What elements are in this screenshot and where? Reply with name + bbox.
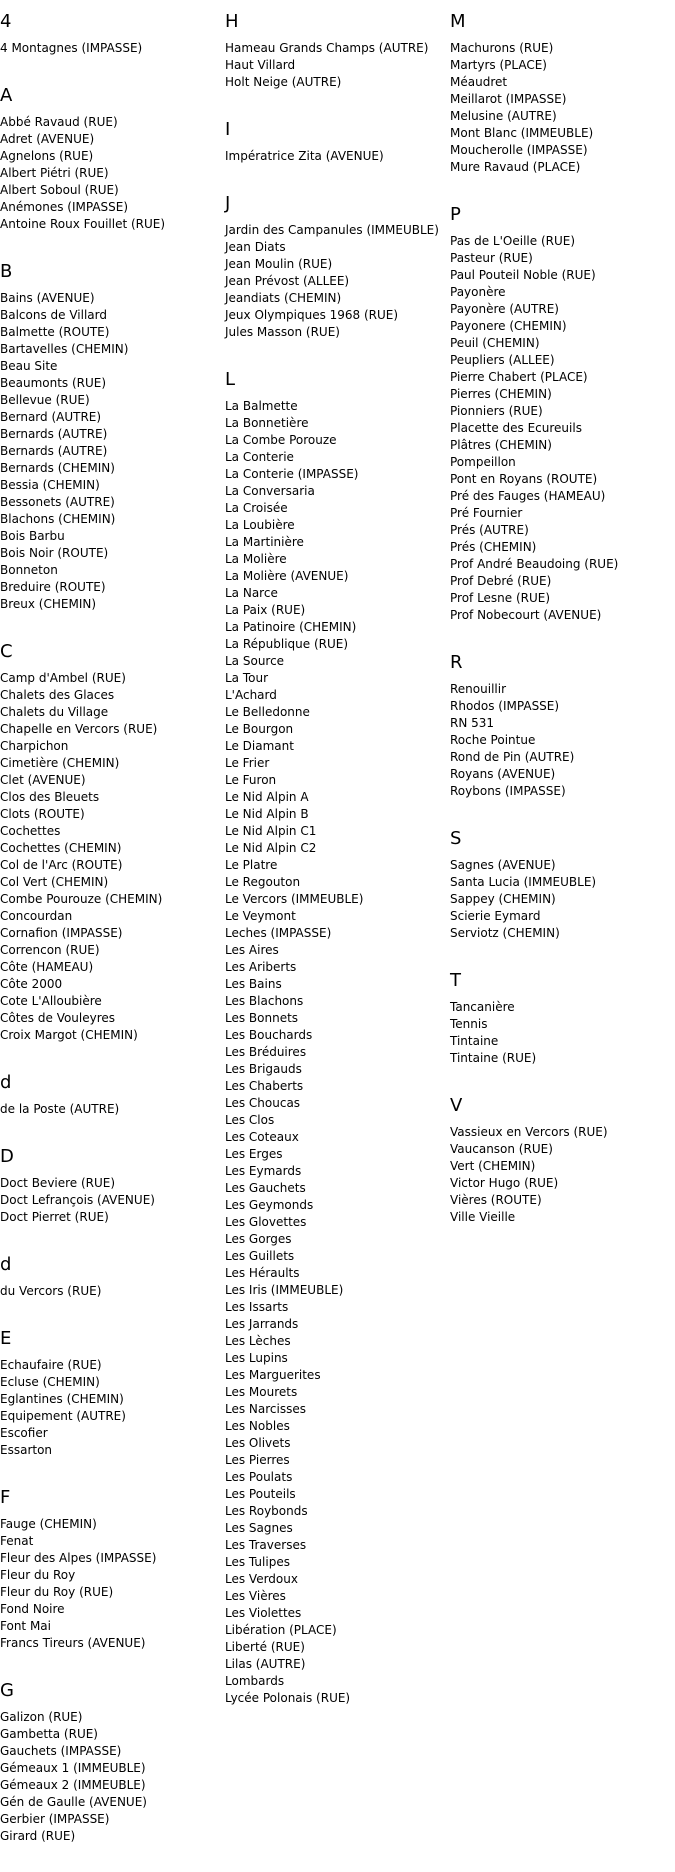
group-letter-heading: B [0, 261, 13, 282]
street-item: La Conversaria [225, 484, 315, 498]
street-item: Le Nid Alpin B [225, 807, 309, 821]
street-item: Les Lèches [225, 1334, 291, 1348]
street-item: La Source [225, 654, 285, 668]
letter-group [0, 1486, 222, 1652]
street-item: Haut Villard [225, 58, 296, 72]
street-item: Cimetière (CHEMIN) [0, 756, 120, 770]
street-item: Concourdan [0, 909, 73, 923]
street-item: Bernards (AUTRE) [0, 444, 108, 458]
letter-group [0, 10, 222, 57]
street-item: La Conterie (IMPASSE) [225, 467, 359, 481]
street-item: Serviotz (CHEMIN) [450, 926, 560, 940]
street-list [450, 233, 672, 624]
street-item: Les Gauchets [225, 1181, 306, 1195]
street-item: Martyrs (PLACE) [450, 58, 547, 72]
street-item: Les Marguerites [225, 1368, 321, 1382]
street-item: Placette des Ecureuils [450, 421, 582, 435]
street-item: Les Eymards [225, 1164, 302, 1178]
street-item: Payonère (AUTRE) [450, 302, 559, 316]
street-item: Gén de Gaulle (AVENUE) [0, 1795, 147, 1809]
street-item: Lilas (AUTRE) [225, 1657, 306, 1671]
group-letter-heading: G [0, 1680, 14, 1701]
street-item: Royans (AVENUE) [450, 767, 556, 781]
letter-group [0, 1253, 222, 1300]
street-item: Les Tulipes [225, 1555, 290, 1569]
street-item: Jardin des Campanules (IMMEUBLE) [225, 223, 439, 237]
street-item: Bernard (AUTRE) [0, 410, 102, 424]
street-list [225, 398, 447, 1707]
street-item: Lycée Polonais (RUE) [225, 1691, 351, 1705]
letter-group [225, 118, 447, 165]
street-item: Tintaine (RUE) [450, 1051, 537, 1065]
street-item: Le Platre [225, 858, 278, 872]
street-item: La Conterie [225, 450, 294, 464]
street-list [450, 1124, 672, 1226]
street-item: Renouillir [450, 682, 507, 696]
street-item: Beau Site [0, 359, 58, 373]
street-item: RN 531 [450, 716, 495, 730]
letter-group [450, 827, 672, 942]
street-item: Les Poulats [225, 1470, 293, 1484]
street-item: Holt Neige (AUTRE) [225, 75, 342, 89]
street-item: Les Roybonds [225, 1504, 308, 1518]
street-list [450, 40, 672, 176]
group-letter-heading: T [450, 970, 461, 991]
street-item: Rond de Pin (AUTRE) [450, 750, 575, 764]
street-item: Bois Noir (ROUTE) [0, 546, 109, 560]
street-item: Breduire (ROUTE) [0, 580, 106, 594]
street-item: Le Frier [225, 756, 270, 770]
street-list [225, 222, 447, 341]
street-item: Impératrice Zita (AVENUE) [225, 149, 384, 163]
street-item: du Vercors (RUE) [0, 1284, 102, 1298]
street-item: Fenat [0, 1534, 34, 1548]
street-item: Pont en Royans (ROUTE) [450, 472, 598, 486]
group-letter-heading: I [225, 119, 231, 140]
street-item: La Martinière [225, 535, 304, 549]
street-item: La Loubière [225, 518, 295, 532]
street-item: Paul Pouteil Noble (RUE) [450, 268, 596, 282]
street-item: Pompeillon [450, 455, 516, 469]
group-letter-heading: S [450, 828, 462, 849]
street-item: Combe Pourouze (CHEMIN) [0, 892, 163, 906]
street-column-3 [450, 10, 672, 1253]
letter-group [450, 203, 672, 624]
street-list [0, 1101, 222, 1118]
street-item: Côtes de Vouleyres [0, 1011, 116, 1025]
street-item: Rhodos (IMPASSE) [450, 699, 560, 713]
group-letter-heading: R [450, 652, 463, 673]
street-item: Les Guillets [225, 1249, 295, 1263]
street-item: Pasteur (RUE) [450, 251, 533, 265]
letter-group [450, 969, 672, 1067]
street-item: La Molière (AVENUE) [225, 569, 349, 583]
street-item: Le Nid Alpin A [225, 790, 309, 804]
street-item: Les Bouchards [225, 1028, 313, 1042]
street-item: Les Aires [225, 943, 279, 957]
letter-group [0, 1071, 222, 1118]
street-item: Fond Noire [0, 1602, 65, 1616]
letter-group [0, 84, 222, 233]
street-item: Albert Piétri (RUE) [0, 166, 109, 180]
street-item: Payonère [450, 285, 506, 299]
street-item: Payonere (CHEMIN) [450, 319, 567, 333]
street-item: Jean Prévost (ALLEE) [225, 274, 350, 288]
street-item: Doct Lefrançois (AVENUE) [0, 1193, 155, 1207]
street-item: Tintaine [450, 1034, 499, 1048]
street-item: Les Clos [225, 1113, 275, 1127]
group-letter-heading: D [0, 1146, 14, 1167]
street-item: Jeux Olympiques 1968 (RUE) [225, 308, 399, 322]
street-item: Les Olivets [225, 1436, 291, 1450]
street-item: La Bonnetière [225, 416, 309, 430]
street-item: Prés (CHEMIN) [450, 540, 537, 554]
street-item: Le Vercors (IMMEUBLE) [225, 892, 364, 906]
street-item: Cote L'Alloubière [0, 994, 102, 1008]
street-item: Chalets des Glaces [0, 688, 115, 702]
street-item: de la Poste (AUTRE) [0, 1102, 120, 1116]
street-item: Girard (RUE) [0, 1829, 76, 1843]
letter-group [225, 368, 447, 1707]
street-item: Croix Margot (CHEMIN) [0, 1028, 138, 1042]
street-item: Les Narcisses [225, 1402, 306, 1416]
group-letter-heading: d [0, 1072, 12, 1093]
letter-group [225, 10, 447, 91]
street-item: Bernards (CHEMIN) [0, 461, 115, 475]
street-item: Les Chaberts [225, 1079, 304, 1093]
street-item: Les Erges [225, 1147, 283, 1161]
street-item: Col Vert (CHEMIN) [0, 875, 109, 889]
street-item: Adret (AVENUE) [0, 132, 95, 146]
street-item: Vières (ROUTE) [450, 1193, 542, 1207]
street-list [0, 114, 222, 233]
street-item: Le Nid Alpin C1 [225, 824, 317, 838]
street-item: Prof André Beaudoing (RUE) [450, 557, 619, 571]
letter-group [225, 192, 447, 341]
street-item: Les Pouteils [225, 1487, 296, 1501]
street-item: Ecluse (CHEMIN) [0, 1375, 100, 1389]
street-item: Antoine Roux Fouillet (RUE) [0, 217, 166, 231]
street-item: Prés (AUTRE) [450, 523, 529, 537]
street-item: 4 Montagnes (IMPASSE) [0, 41, 143, 55]
street-item: Les Bains [225, 977, 282, 991]
street-item: Gauchets (IMPASSE) [0, 1744, 122, 1758]
street-item: Côte (HAMEAU) [0, 960, 94, 974]
street-item: Victor Hugo (RUE) [450, 1176, 559, 1190]
group-letter-heading: M [450, 11, 466, 32]
street-list [450, 999, 672, 1067]
street-item: Albert Soboul (RUE) [0, 183, 119, 197]
letter-group [0, 1679, 222, 1845]
street-item: Cochettes [0, 824, 61, 838]
street-list [0, 670, 222, 1044]
street-item: Bernards (AUTRE) [0, 427, 108, 441]
street-item: Abbé Ravaud (RUE) [0, 115, 118, 129]
street-item: Vaucanson (RUE) [450, 1142, 553, 1156]
street-item: Clos des Bleuets [0, 790, 100, 804]
street-item: Les Ariberts [225, 960, 297, 974]
street-item: Hameau Grands Champs (AUTRE) [225, 41, 429, 55]
letter-group [0, 640, 222, 1044]
street-item: Les Héraults [225, 1266, 300, 1280]
street-item: Les Violettes [225, 1606, 302, 1620]
street-item: Liberté (RUE) [225, 1640, 305, 1654]
street-item: Balmette (ROUTE) [0, 325, 110, 339]
street-item: Peupliers (ALLEE) [450, 353, 555, 367]
street-item: Correncon (RUE) [0, 943, 100, 957]
street-item: Les Blachons [225, 994, 304, 1008]
group-letter-heading: F [0, 1487, 11, 1508]
street-item: Balcons de Villard [0, 308, 107, 322]
street-item: Les Lupins [225, 1351, 288, 1365]
street-item: Scierie Eymard [450, 909, 541, 923]
street-item: Clet (AVENUE) [0, 773, 86, 787]
street-item: Gémeaux 1 (IMMEUBLE) [0, 1761, 146, 1775]
street-item: Jean Diats [225, 240, 286, 254]
street-item: Eglantines (CHEMIN) [0, 1392, 124, 1406]
street-item: Bessonets (AUTRE) [0, 495, 115, 509]
street-item: Prof Debré (RUE) [450, 574, 552, 588]
street-item: Pré Fournier [450, 506, 523, 520]
street-item: Les Bonnets [225, 1011, 299, 1025]
street-item: Gémeaux 2 (IMMEUBLE) [0, 1778, 146, 1792]
street-item: Bois Barbu [0, 529, 65, 543]
street-item: Libération (PLACE) [225, 1623, 337, 1637]
group-letter-heading: C [0, 641, 13, 662]
street-item: Machurons (RUE) [450, 41, 554, 55]
street-item: Prof Lesne (RUE) [450, 591, 551, 605]
street-item: Les Glovettes [225, 1215, 307, 1229]
street-item: Les Bréduires [225, 1045, 307, 1059]
street-list [0, 1709, 222, 1845]
street-item: Le Furon [225, 773, 277, 787]
street-item: Pierres (CHEMIN) [450, 387, 552, 401]
street-item: Equipement (AUTRE) [0, 1409, 126, 1423]
street-item: Gerbier (IMPASSE) [0, 1812, 110, 1826]
group-letter-heading: P [450, 204, 461, 225]
street-item: Les Iris (IMMEUBLE) [225, 1283, 344, 1297]
letter-group [450, 651, 672, 800]
street-item: Les Issarts [225, 1300, 289, 1314]
street-item: Mont Blanc (IMMEUBLE) [450, 126, 594, 140]
street-item: Le Bourgon [225, 722, 294, 736]
group-letter-heading: L [225, 369, 236, 390]
street-item: Col de l'Arc (ROUTE) [0, 858, 123, 872]
street-item: Les Brigauds [225, 1062, 302, 1076]
street-item: L'Achard [225, 688, 277, 702]
street-item: Le Veymont [225, 909, 296, 923]
letter-group [0, 1145, 222, 1226]
street-item: Meillarot (IMPASSE) [450, 92, 567, 106]
group-letter-heading: E [0, 1328, 12, 1349]
street-item: Blachons (CHEMIN) [0, 512, 116, 526]
street-item: Roybons (IMPASSE) [450, 784, 566, 798]
street-item: La Narce [225, 586, 278, 600]
street-item: Ville Vieille [450, 1210, 516, 1224]
street-item: Agnelons (RUE) [0, 149, 94, 163]
street-item: Fauge (CHEMIN) [0, 1517, 97, 1531]
street-item: Les Mourets [225, 1385, 298, 1399]
street-item: Tennis [450, 1017, 488, 1031]
street-item: Plâtres (CHEMIN) [450, 438, 552, 452]
street-item: Les Geymonds [225, 1198, 314, 1212]
street-item: Bessia (CHEMIN) [0, 478, 100, 492]
street-item: Santa Lucia (IMMEUBLE) [450, 875, 597, 889]
street-column-2 [225, 10, 447, 1734]
street-item: Galizon (RUE) [0, 1710, 83, 1724]
street-item: Bartavelles (CHEMIN) [0, 342, 129, 356]
street-list [450, 857, 672, 942]
street-item: Prof Nobecourt (AVENUE) [450, 608, 602, 622]
street-item: Cornafion (IMPASSE) [0, 926, 123, 940]
street-item: Francs Tireurs (AVENUE) [0, 1636, 146, 1650]
street-item: Escofier [0, 1426, 48, 1440]
street-list [0, 1357, 222, 1459]
street-item: Echaufaire (RUE) [0, 1358, 102, 1372]
street-column-1 [0, 10, 222, 1872]
group-letter-heading: 4 [0, 11, 12, 32]
street-item: La Patinoire (CHEMIN) [225, 620, 357, 634]
street-item: Jules Masson (RUE) [225, 325, 340, 339]
street-item: Pionniers (RUE) [450, 404, 543, 418]
street-item: Sappey (CHEMIN) [450, 892, 556, 906]
street-item: Bonneton [0, 563, 58, 577]
letter-group [0, 260, 222, 613]
street-item: Sagnes (AVENUE) [450, 858, 556, 872]
street-item: Melusine (AUTRE) [450, 109, 557, 123]
street-item: Clots (ROUTE) [0, 807, 85, 821]
letter-group [450, 10, 672, 176]
street-item: Vassieux en Vercors (RUE) [450, 1125, 608, 1139]
street-item: Les Nobles [225, 1419, 290, 1433]
street-item: La République (RUE) [225, 637, 349, 651]
street-item: Les Sagnes [225, 1521, 293, 1535]
street-item: Mure Ravaud (PLACE) [450, 160, 581, 174]
street-item: Pas de L'Oeille (RUE) [450, 234, 576, 248]
street-item: Lombards [225, 1674, 285, 1688]
street-item: Moucherolle (IMPASSE) [450, 143, 588, 157]
street-item: Les Verdoux [225, 1572, 298, 1586]
street-item: Jeandiats (CHEMIN) [225, 291, 342, 305]
street-item: Côte 2000 [0, 977, 63, 991]
street-list [0, 1283, 222, 1300]
street-item: Anémones (IMPASSE) [0, 200, 129, 214]
street-item: Fleur du Roy (RUE) [0, 1585, 114, 1599]
street-item: Jean Moulin (RUE) [225, 257, 333, 271]
street-list [225, 40, 447, 91]
group-letter-heading: d [0, 1254, 12, 1275]
street-item: Le Diamant [225, 739, 294, 753]
street-item: Chapelle en Vercors (RUE) [0, 722, 158, 736]
street-list [225, 148, 447, 165]
street-item: Vert (CHEMIN) [450, 1159, 536, 1173]
street-item: Fleur des Alpes (IMPASSE) [0, 1551, 157, 1565]
street-item: Les Traverses [225, 1538, 307, 1552]
street-item: Tancanière [450, 1000, 515, 1014]
letter-group [0, 1327, 222, 1459]
street-item: La Tour [225, 671, 269, 685]
street-item: Les Pierres [225, 1453, 290, 1467]
street-item: Cochettes (CHEMIN) [0, 841, 122, 855]
street-list [0, 1516, 222, 1652]
street-item: Les Coteaux [225, 1130, 299, 1144]
street-item: Breux (CHEMIN) [0, 597, 97, 611]
street-item: Les Gorges [225, 1232, 292, 1246]
street-list [0, 1175, 222, 1226]
street-item: Doct Beviere (RUE) [0, 1176, 116, 1190]
group-letter-heading: J [225, 193, 231, 214]
street-list [0, 40, 222, 57]
street-item: Bellevue (RUE) [0, 393, 90, 407]
street-item: Le Nid Alpin C2 [225, 841, 317, 855]
street-item: Le Belledonne [225, 705, 310, 719]
street-item: La Croisée [225, 501, 288, 515]
street-item: Roche Pointue [450, 733, 536, 747]
street-item: La Balmette [225, 399, 298, 413]
street-item: Méaudret [450, 75, 508, 89]
street-item: Leches (IMPASSE) [225, 926, 332, 940]
street-item: Le Regouton [225, 875, 301, 889]
street-item: La Combe Porouze [225, 433, 337, 447]
street-item: Doct Pierret (RUE) [0, 1210, 109, 1224]
street-item: Chalets du Village [0, 705, 109, 719]
street-item: Fleur du Roy [0, 1568, 76, 1582]
street-list [450, 681, 672, 800]
group-letter-heading: H [225, 11, 239, 32]
street-item: La Paix (RUE) [225, 603, 306, 617]
letter-group [450, 1094, 672, 1226]
street-item: Pierre Chabert (PLACE) [450, 370, 588, 384]
street-list [0, 290, 222, 613]
group-letter-heading: A [0, 85, 13, 106]
group-letter-heading: V [450, 1095, 463, 1116]
street-item: Essarton [0, 1443, 53, 1457]
street-item: La Molière [225, 552, 287, 566]
street-item: Les Choucas [225, 1096, 301, 1110]
street-item: Les Vières [225, 1589, 286, 1603]
street-item: Camp d'Ambel (RUE) [0, 671, 126, 685]
street-item: Bains (AVENUE) [0, 291, 95, 305]
street-item: Beaumonts (RUE) [0, 376, 107, 390]
street-item: Les Jarrands [225, 1317, 299, 1331]
street-item: Font Mai [0, 1619, 51, 1633]
street-item: Pré des Fauges (HAMEAU) [450, 489, 606, 503]
street-item: Peuil (CHEMIN) [450, 336, 540, 350]
street-item: Gambetta (RUE) [0, 1727, 98, 1741]
street-item: Charpichon [0, 739, 69, 753]
